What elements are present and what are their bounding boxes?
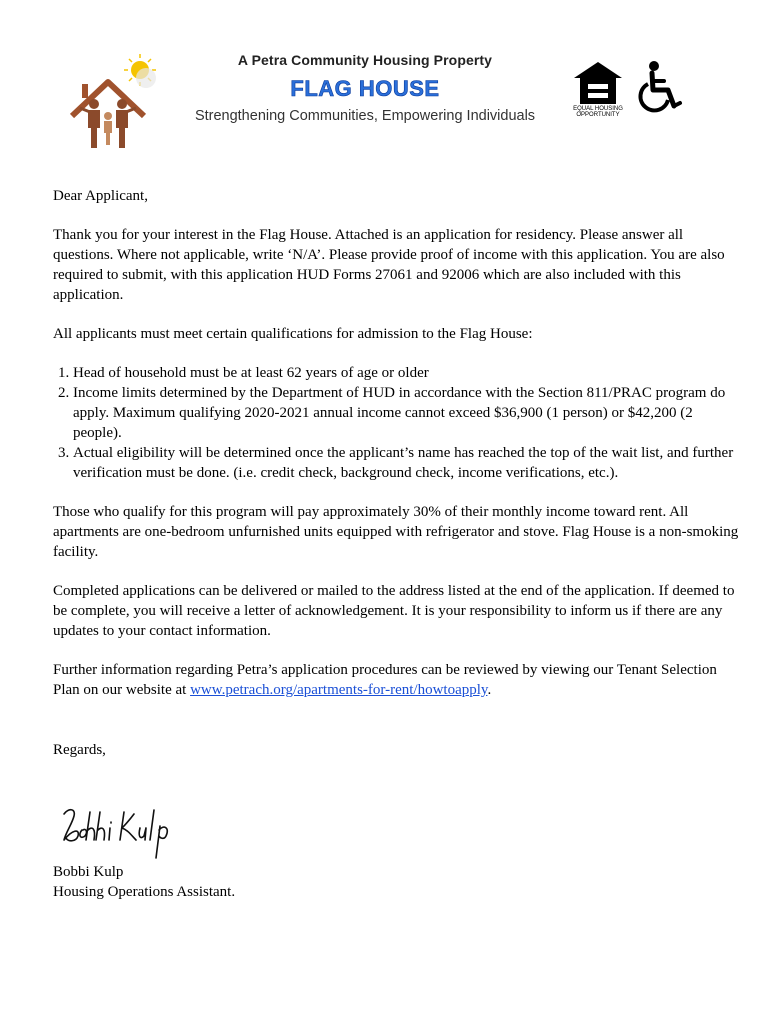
rent-paragraph: Those who qualify for this program will pay approximately 30% of their monthly income toward rent. All apartments are one-bedroom unfurnished units equipped with refrigerator and stove. Flag House is a non-smoking facility. — [53, 504, 739, 560]
letter-body — [53, 186, 743, 779]
signature-block — [53, 862, 235, 902]
list-item: 2. Income limits determined by the Department of HUD in accordance with the Section 811/PRAC program do apply. Maximum qualifying 2020-2021 annual income cannot exceed $36,900 (1 person) or $42,200 (2 people). — [73, 383, 743, 443]
sun-icon — [124, 54, 156, 88]
salutation: Dear Applicant, — [53, 188, 148, 204]
list-item: 3. Actual eligibility will be determined once the applicant’s name has reached the top of the wait list, and further verification must be done. (i.e. credit check, background check, income verifications, etc.). — [73, 443, 743, 483]
slogan: Strengthening Communities, Empowering Individuals — [194, 108, 536, 124]
list-item: 1. Head of household must be at least 62 years of age or older — [73, 363, 743, 383]
handwritten-signature — [58, 800, 188, 862]
further-info-text: Further information regarding Petra’s application procedures can be reviewed by viewing our Tenant Selection Plan on our website at — [53, 662, 717, 698]
equal-housing-opportunity-icon — [570, 60, 626, 118]
further-info-paragraph — [53, 660, 743, 700]
signer-title: Housing Operations Assistant. — [53, 884, 236, 900]
howtoapply-link[interactable]: www.petrach.org/apartments-for-rent/howtoapply — [190, 682, 488, 698]
further-info-period: . — [487, 682, 492, 698]
qualifications-list — [53, 363, 743, 483]
signer-name: Bobbi Kulp — [53, 864, 124, 880]
eho-caption: EQUAL HOUSING OPPORTUNITY — [573, 106, 623, 118]
submission-paragraph: Completed applications can be delivered or mailed to the address listed at the end of the application. If deemed to be complete, you will receive a letter of acknowledgement. It is your responsibility to inform us if there are any updates to your contact information. — [53, 583, 735, 639]
property-line: A Petra Community Housing Property — [237, 52, 493, 68]
intro-paragraph: Thank you for your interest in the Flag House. Attached is an application for residency. Please answer all questions. Where not applicable, write ‘N/A’. Please provide proof of income with this application. You are also required to submit, with this application HUD Forms 27061 and 92006 which are also included with this application. — [53, 227, 725, 303]
qualifications-intro: All applicants must meet certain qualifications for admission to the Flag House: — [53, 326, 533, 342]
property-name: FLAG HOUSE — [290, 76, 440, 101]
letterhead — [160, 52, 570, 124]
wheelchair-accessible-icon — [636, 60, 684, 114]
closing: Regards, — [53, 742, 106, 758]
